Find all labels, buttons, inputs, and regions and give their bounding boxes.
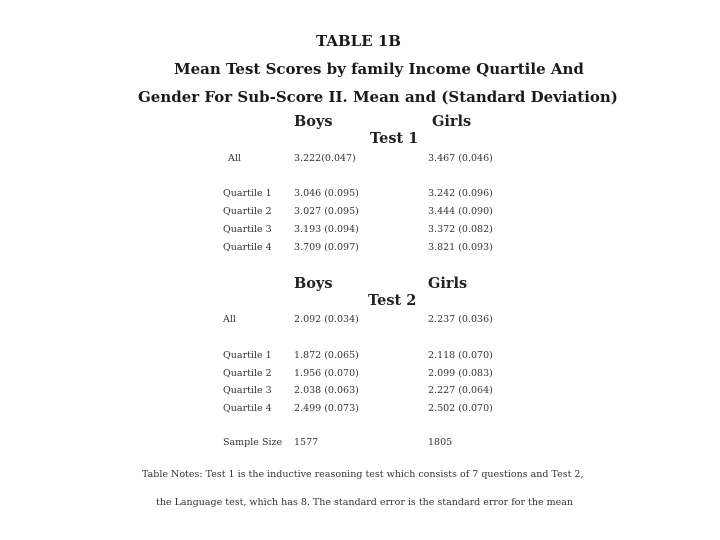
test2-row-q1-boys: 1.872 (0.065)	[294, 350, 359, 361]
test1-row-q1-label: Quartile 1	[223, 188, 272, 199]
sample-size-girls: 1805	[428, 437, 453, 448]
test2-label: Test 2	[368, 292, 417, 309]
test1-row-q4-label: Quartile 4	[223, 242, 272, 253]
test2-row-all-girls: 2.237 (0.036)	[428, 314, 493, 325]
test2-row-q3-boys: 2.038 (0.063)	[294, 385, 359, 396]
test1-label: Test 1	[370, 130, 419, 147]
girls-header-test2: Girls	[428, 275, 468, 292]
test2-row-q4-label: Quartile 4	[223, 403, 272, 414]
test1-row-q3-boys: 3.193 (0.094)	[294, 224, 359, 235]
test1-row-q4-boys: 3.709 (0.097)	[294, 242, 359, 253]
table-notes-line-2: the Language test, which has 8. The standard error is the standard error for the mean	[156, 497, 574, 508]
test1-row-all-girls: 3.467 (0.046)	[428, 153, 493, 164]
table-title: TABLE 1B	[316, 32, 401, 50]
boys-header-test2: Boys	[294, 275, 333, 292]
test2-row-q4-boys: 2.499 (0.073)	[294, 403, 359, 414]
sample-size-boys: 1577	[294, 437, 319, 448]
test1-row-all-boys: 3.222(0.047)	[294, 153, 356, 164]
test2-row-q1-label: Quartile 1	[223, 350, 272, 361]
test1-row-all-label: All	[228, 153, 241, 164]
test2-row-q2-label: Quartile 2	[223, 368, 272, 379]
test2-row-all-label: All	[223, 314, 236, 325]
girls-header-test1: Girls	[432, 113, 472, 130]
test1-row-q2-boys: 3.027 (0.095)	[294, 206, 359, 217]
test1-row-q1-girls: 3.242 (0.096)	[428, 188, 493, 199]
test2-row-q3-girls: 2.227 (0.064)	[428, 385, 493, 396]
test1-row-q2-label: Quartile 2	[223, 206, 272, 217]
boys-header-test1: Boys	[294, 113, 333, 130]
test2-row-q3-label: Quartile 3	[223, 385, 272, 396]
table-notes-line-1: Table Notes: Test 1 is the inductive reasoning test which consists of 7 questions and Test 2,	[142, 469, 584, 480]
test2-row-q2-boys: 1.956 (0.070)	[294, 368, 359, 379]
test2-row-q4-girls: 2.502 (0.070)	[428, 403, 493, 414]
test1-row-q3-label: Quartile 3	[223, 224, 272, 235]
test2-row-q1-girls: 2.118 (0.070)	[428, 350, 493, 361]
table-subtitle-line-1: Mean Test Scores by family Income Quartile And	[174, 60, 584, 78]
table-subtitle-line-2: Gender For Sub-Score II. Mean and (Standard Deviation)	[138, 88, 618, 106]
test1-row-q1-boys: 3.046 (0.095)	[294, 188, 359, 199]
test2-row-all-boys: 2.092 (0.034)	[294, 314, 359, 325]
test1-row-q2-girls: 3.444 (0.090)	[428, 206, 493, 217]
test2-row-q2-girls: 2.099 (0.083)	[428, 368, 493, 379]
test1-row-q3-girls: 3.372 (0.082)	[428, 224, 493, 235]
sample-size-label: Sample Size	[223, 437, 283, 448]
test1-row-q4-girls: 3.821 (0.093)	[428, 242, 493, 253]
